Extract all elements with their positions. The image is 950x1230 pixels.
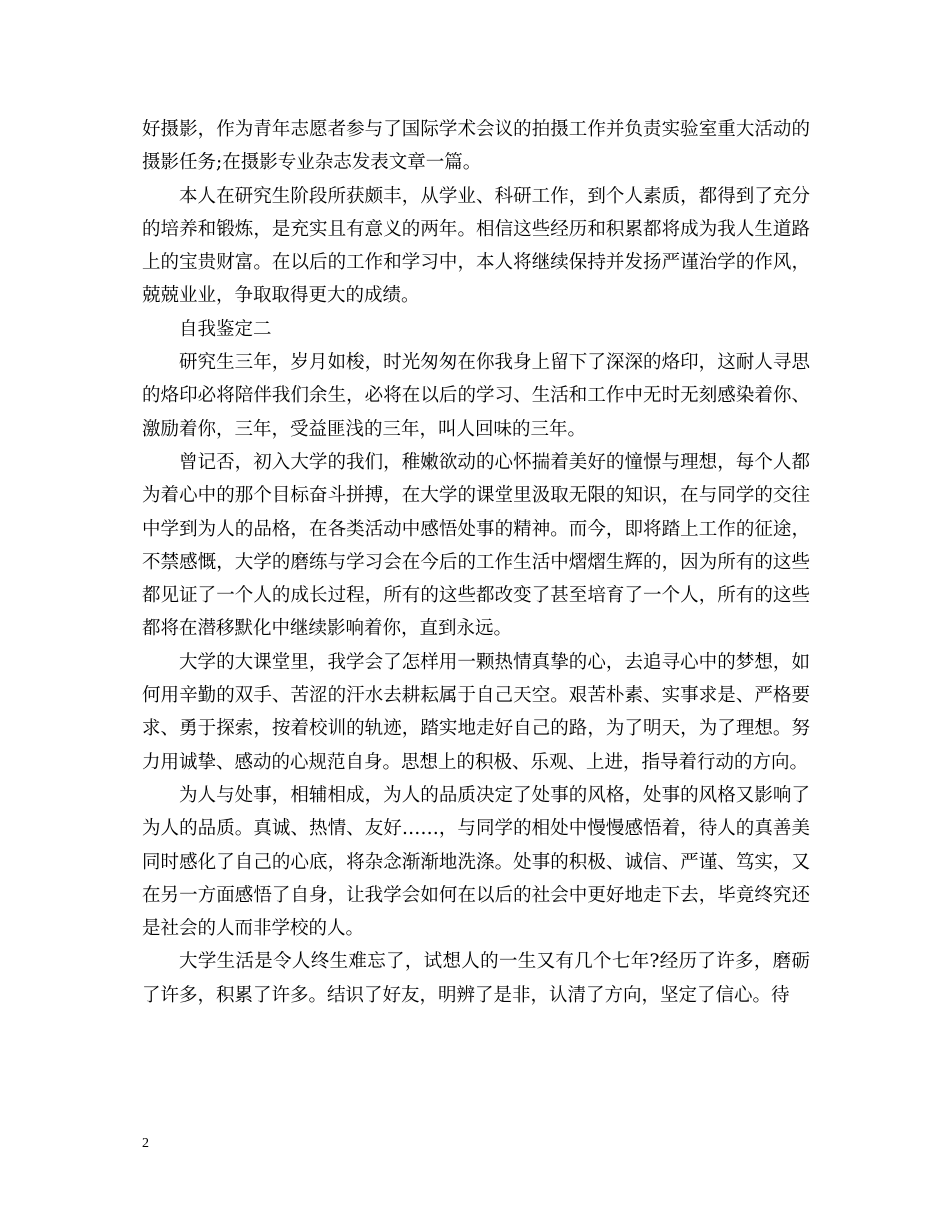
paragraph: 研究生三年，岁月如梭，时光匆匆在你我身上留下了深深的烙印，这耐人寻思的烙印必将陪伴我们余生，必将在以后的学习、生活和工作中无时无刻感染着你、激励着你，三年，受益匪浅的三年，叫人回味的三年。 (142, 352, 810, 440)
document-body (142, 113, 810, 1012)
section-heading: 自我鉴定二 (179, 318, 272, 340)
paragraph: 大学生活是令人终生难忘了，试想人的一生又有几个七年?经历了许多，磨砺了许多，积累了许多。结识了好友，明辨了是非，认清了方向，坚定了信心。待 (142, 951, 810, 1006)
paragraph: 曾记否，初入大学的我们，稚嫩欲动的心怀揣着美好的憧憬与理想，每个人都为着心中的那个目标奋斗拼搏，在大学的课堂里汲取无限的知识，在与同学的交往中学到为人的品格，在各类活动中感悟处事的精神。而今，即将踏上工作的征途，不禁感慨，大学的磨练与学习会在今后的工作生活中熠熠生辉的，因为所有的这些都见证了一个人的成长过程，所有的这些都改变了甚至培育了一个人，所有的这些都将在潜移默化中继续影响着你，直到永远。 (142, 451, 810, 640)
page-number: 2 (142, 1136, 149, 1151)
paragraph: 为人与处事，相辅相成，为人的品质决定了处事的风格，处事的风格又影响了为人的品质。真诚、热情、友好……，与同学的相处中慢慢感悟着，待人的真善美同时感化了自己的心底，将杂念渐渐地洗涤。处事的积极、诚信、严谨、笃实，又在另一方面感悟了自身，让我学会如何在以后的社会中更好地走下去，毕竟终究还是社会的人而非学校的人。 (142, 784, 810, 940)
paragraph-summary: 本人在研究生阶段所获颇丰，从学业、科研工作，到个人素质，都得到了充分的培养和锻炼，是充实且有意义的两年。相信这些经历和积累都将成为我人生道路上的宝贵财富。在以后的工作和学习中，本人将继续保持并发扬严谨治学的作风，兢兢业业，争取取得更大的成绩。 (142, 185, 810, 307)
paragraph-continuation: 好摄影，作为青年志愿者参与了国际学术会议的拍摄工作并负责实验室重大活动的摄影任务;在摄影专业杂志发表文章一篇。 (142, 119, 810, 174)
paragraph: 大学的大课堂里，我学会了怎样用一颗热情真挚的心，去追寻心中的梦想，如何用辛勤的双手、苦涩的汗水去耕耘属于自己天空。艰苦朴素、实事求是、严格要求、勇于探索，按着校训的轨迹，踏实地走好自己的路，为了明天，为了理想。努力用诚挚、感动的心规范自身。思想上的积极、乐观、上进，指导着行动的方向。 (142, 651, 810, 773)
